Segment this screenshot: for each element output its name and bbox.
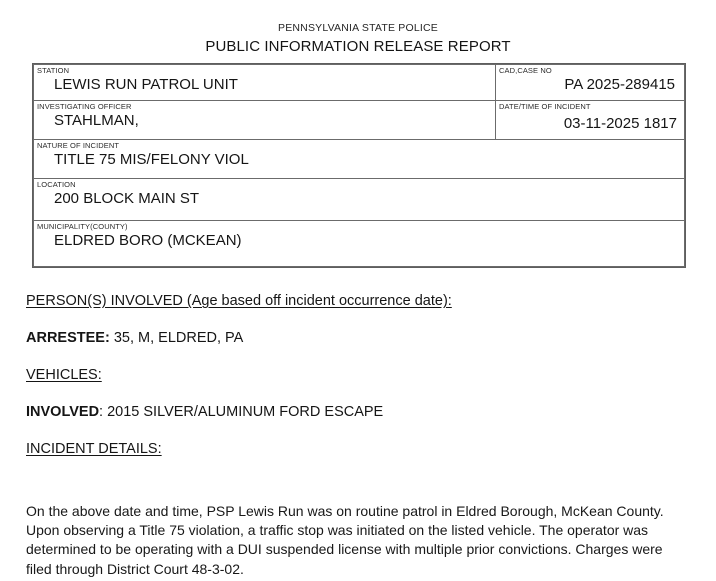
- field-label: CAD,CASE NO: [499, 66, 552, 75]
- arrestee-value: 35, M, ELDRED, PA: [109, 330, 244, 346]
- incident-narrative: On the above date and time, PSP Lewis Run was on routine patrol in Eldred Borough, McKean County. Upon observing a Title 75 violation, a traffic stop was initiated on the listed vehicle. The operator was determined to be operating with a DUI suspended license with multiple prior convictions. Charges were filed through District Court 48-3-02.: [26, 503, 664, 577]
- field-location: [34, 179, 685, 221]
- field-label: MUNICIPALITY(COUNTY): [37, 222, 128, 231]
- field-cad-case-no: [496, 65, 685, 101]
- field-label: DATE/TIME OF INCIDENT: [499, 102, 591, 111]
- table-row: [34, 221, 685, 267]
- involved-value: : 2015 SILVER/ALUMINUM FORD ESCAPE: [99, 404, 384, 420]
- report-body: [26, 292, 692, 477]
- table-row: [34, 179, 685, 221]
- field-value: PA 2025-289415: [564, 76, 675, 93]
- field-value: 200 BLOCK MAIN ST: [54, 190, 200, 207]
- field-label: STATION: [37, 66, 70, 75]
- field-label: NATURE OF INCIDENT: [37, 141, 120, 150]
- table-row: [34, 101, 685, 140]
- field-label: INVESTIGATING OFFICER: [37, 102, 132, 111]
- agency-name: PENNSYLVANIA STATE POLICE: [277, 22, 439, 34]
- field-nature-of-incident: [34, 140, 685, 179]
- field-value: LEWIS RUN PATROL UNIT: [54, 76, 238, 93]
- arrestee-label: ARRESTEE:: [26, 330, 110, 346]
- field-value: STAHLMAN,: [54, 112, 139, 129]
- document-header: [0, 0, 716, 57]
- field-value: TITLE 75 MIS/FELONY VIOL: [54, 151, 249, 168]
- persons-involved-heading: PERSON(S) INVOLVED (Age based off incident occurrence date):: [26, 293, 452, 309]
- incident-details-heading: INCIDENT DETAILS:: [26, 441, 162, 457]
- field-label: LOCATION: [37, 180, 76, 189]
- table-row: [34, 65, 685, 101]
- page-title: PUBLIC INFORMATION RELEASE REPORT: [205, 38, 511, 55]
- field-investigating-officer: [34, 101, 496, 140]
- field-municipality-county: [34, 221, 685, 267]
- vehicles-heading: VEHICLES:: [26, 367, 102, 383]
- arrestee-line: [26, 329, 692, 347]
- table-row: [34, 140, 685, 179]
- involved-label: INVOLVED: [26, 404, 100, 420]
- field-value: 03-11-2025 1817: [563, 115, 677, 132]
- involved-vehicle-line: [26, 403, 692, 421]
- field-datetime-of-incident: [496, 101, 685, 140]
- incident-info-table: [32, 63, 686, 268]
- field-value: ELDRED BORO (MCKEAN): [54, 232, 242, 249]
- field-station: [34, 65, 496, 101]
